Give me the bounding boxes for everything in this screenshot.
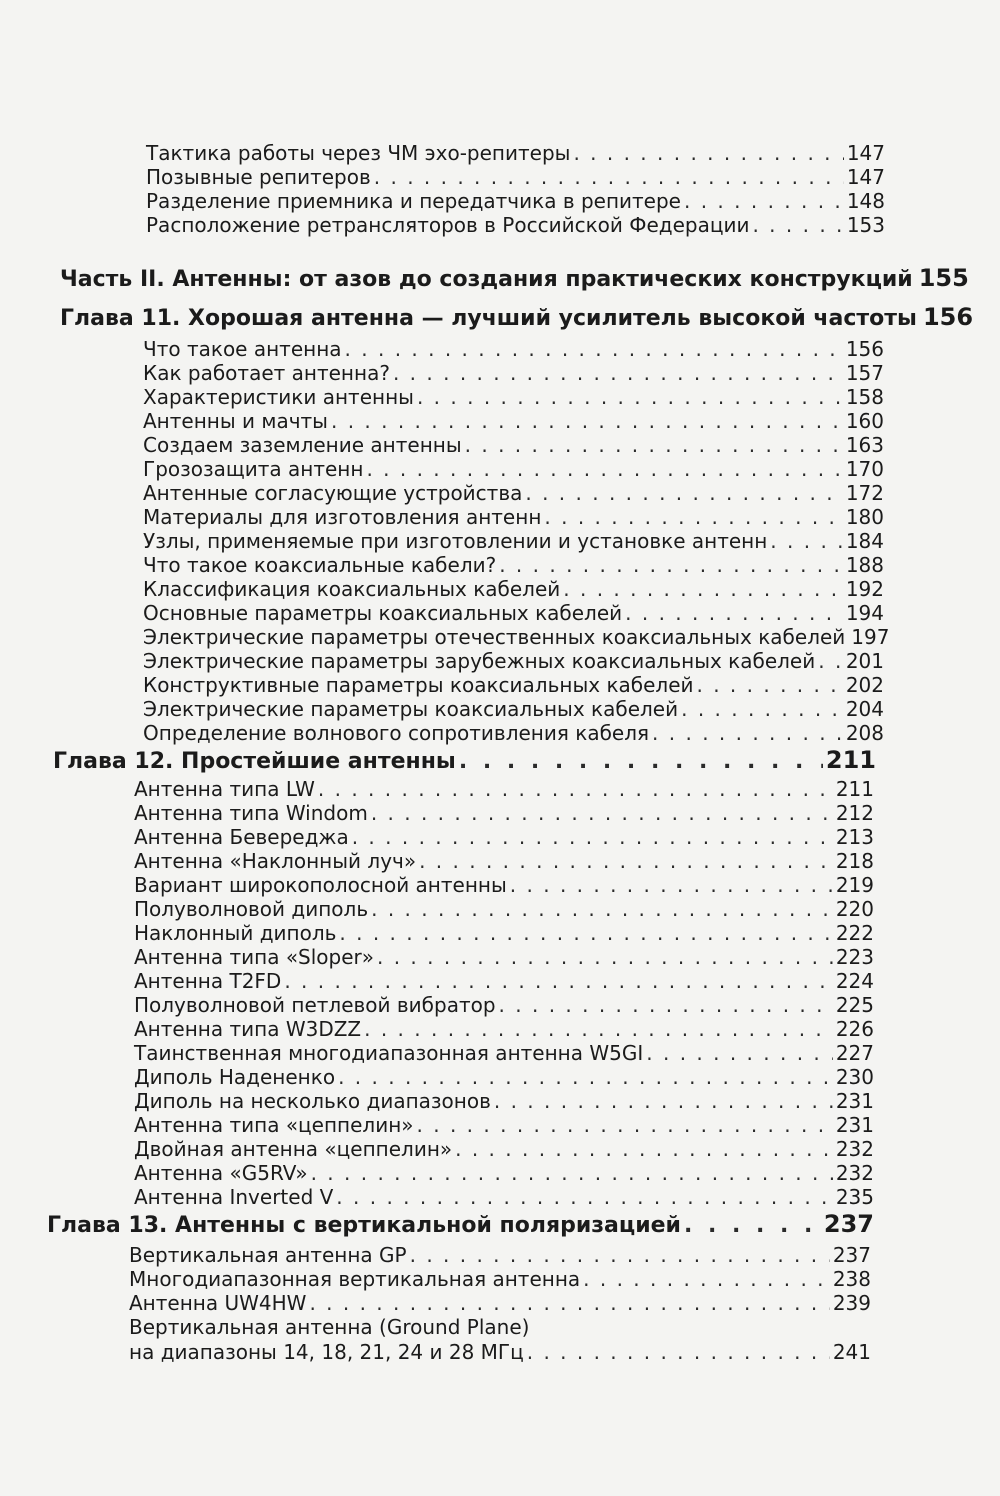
entry-page: 223 [835,945,874,969]
chapter-heading[interactable] [53,746,876,774]
entry-page: 231 [835,1089,874,1113]
leader-dots [311,1161,833,1185]
leader-dots [465,433,843,457]
toc-entry[interactable] [134,1137,874,1161]
toc-entry[interactable] [134,921,874,945]
entry-title: Разделение приемника и передатчика в репитере [146,189,681,213]
entry-title: Расположение ретрансляторов в Российской Федерации [146,213,750,237]
entry-page: 170 [845,457,884,481]
entry-title: Полуволновой петлевой вибратор [134,993,496,1017]
entry-page: 188 [845,553,884,577]
entry-title: Электрические параметры зарубежных коаксиальных кабелей [143,649,816,673]
entry-page: 157 [845,361,884,385]
entry-page: 153 [846,213,885,237]
heading-title: Глава 11. Хорошая антенна — лучший усилитель высокой частоты [60,306,917,331]
leader-dots [393,361,843,385]
leader-dots [419,849,833,873]
entry-page: 194 [845,601,884,625]
entry-title: Определение волнового сопротивления кабеля [143,721,650,745]
chapter-heading[interactable] [60,303,974,331]
toc-entry[interactable] [134,777,874,801]
entry-title: Антенна Inverted V [134,1185,334,1209]
entry-page: 158 [845,385,884,409]
toc-entry[interactable] [143,697,884,721]
entry-title: Диполь на несколько диапазонов [134,1089,491,1113]
toc-entry[interactable] [146,213,885,237]
leader-dots [697,673,843,697]
leader-dots [818,649,843,673]
entry-page: 225 [835,993,874,1017]
entry-page: 235 [835,1185,874,1209]
entry-page: 232 [835,1137,874,1161]
toc-entry[interactable] [134,1089,874,1113]
leader-dots [417,385,843,409]
toc-entry[interactable] [143,457,884,481]
entry-title: Электрические параметры отечественных коаксиальных кабелей [143,625,846,649]
entry-page: 238 [832,1267,871,1291]
leader-dots [345,337,843,361]
leader-dots [573,141,843,165]
entry-page: 220 [835,897,874,921]
entry-title: Наклонный диполь [134,921,337,945]
toc-entry[interactable] [134,1017,874,1041]
toc-entry[interactable] [134,1161,874,1185]
entry-title: Грозозащита антенн [143,457,364,481]
entry-page: 227 [835,1041,874,1065]
leader-dots [527,1340,830,1364]
leader-dots [499,993,833,1017]
entry-title: Антенна типа LW [134,777,315,801]
entry-title: Создаем заземление антенны [143,433,462,457]
entry-title-line1: Вертикальная антенна (Ground Plane) [129,1315,530,1339]
entry-title: Антенна T2FD [134,969,282,993]
toc-entry[interactable] [146,165,885,189]
entry-page: 148 [846,189,885,213]
leader-dots [681,697,843,721]
entry-page: 201 [845,649,884,673]
entry-title: Антенна типа «цеппелин» [134,1113,414,1137]
entry-page: 218 [835,849,874,873]
entry-title: Узлы, применяемые при изготовлении и установке антенн [143,529,768,553]
entry-page: 211 [835,777,874,801]
leader-dots [684,189,844,213]
heading-page: 155 [918,264,969,292]
part-heading[interactable] [60,264,969,292]
entry-title: Основные параметры коаксиальных кабелей [143,601,623,625]
entry-title: Вариант широкополосной антенны [134,873,507,897]
toc-entry[interactable] [129,1291,871,1315]
toc-entry[interactable] [143,385,884,409]
leader-dots [752,213,843,237]
heading-page: 237 [823,1210,874,1238]
heading-page: 156 [922,303,974,331]
leader-dots [331,409,843,433]
leader-dots [459,748,823,776]
toc-entry[interactable] [143,529,884,553]
entry-page: 224 [835,969,874,993]
entry-page: 239 [832,1291,871,1315]
entry-page: 147 [846,165,885,189]
toc-entry[interactable] [134,969,874,993]
leader-dots [625,601,843,625]
entry-page: 184 [845,529,884,553]
toc-entry[interactable] [134,801,874,825]
leader-dots [336,1185,833,1209]
toc-entry[interactable] [134,873,874,897]
entry-page: 197 [851,625,890,649]
leader-dots [366,457,842,481]
leader-dots [544,505,842,529]
chapter-heading[interactable] [47,1210,874,1238]
leader-dots [371,897,833,921]
heading-title: Глава 13. Антенны с вертикальной поляризацией [47,1213,681,1238]
entry-title: Тактика работы через ЧМ эхо-репитеры [146,141,571,165]
leader-dots [563,577,843,601]
entry-page: 180 [845,505,884,529]
leader-dots [410,1243,830,1267]
toc-entry[interactable] [134,1041,874,1065]
leader-dots [374,165,844,189]
toc-entry[interactable] [143,433,884,457]
entry-page: 212 [835,801,874,825]
toc-entry[interactable] [143,505,884,529]
leader-dots [455,1137,833,1161]
entry-title: Характеристики антенны [143,385,414,409]
entry-title: Классификация коаксиальных кабелей [143,577,561,601]
toc-entry[interactable] [134,1065,874,1089]
leader-dots [646,1041,833,1065]
entry-title: Двойная антенна «цеппелин» [134,1137,453,1161]
entry-title: Полуволновой диполь [134,897,369,921]
entry-title: Что такое коаксиальные кабели? [143,553,497,577]
leader-dots [309,1291,829,1315]
entry-page: 213 [835,825,874,849]
entry-title: Диполь Надененко [134,1065,336,1089]
leader-dots [338,1065,833,1089]
entry-page: 208 [845,721,884,745]
leader-dots [318,777,833,801]
entry-page: 241 [832,1340,871,1364]
entry-page: 232 [835,1161,874,1185]
toc-entry[interactable] [134,1185,874,1209]
entry-page: 202 [845,673,884,697]
toc-entry[interactable] [134,1113,874,1137]
entry-page: 230 [835,1065,874,1089]
entry-page: 219 [835,873,874,897]
toc-entry[interactable] [134,993,874,1017]
leader-dots [494,1089,833,1113]
entry-title: Материалы для изготовления антенн [143,505,542,529]
leader-dots [339,921,832,945]
toc-entry[interactable] [129,1340,871,1364]
toc-entry[interactable] [129,1267,871,1291]
toc-entry[interactable] [143,337,884,361]
entry-page: 192 [845,577,884,601]
toc-entry[interactable] [146,189,885,213]
toc-entry[interactable] [143,361,884,385]
toc-entry[interactable] [134,945,874,969]
toc-entry[interactable] [143,721,884,745]
toc-entry[interactable] [146,141,885,165]
leader-dots [510,873,833,897]
toc-entry[interactable] [129,1243,871,1267]
heading-title: Часть II. Антенны: от азов до создания практических конструкций [60,267,913,292]
entry-title-line2: на диапазоны 14, 18, 21, 24 и 28 МГц [129,1340,524,1364]
entry-title: Антенные согласующие устройства [143,481,523,505]
entry-title: Многодиапазонная вертикальная антенна [129,1267,581,1291]
toc-entry[interactable] [143,577,884,601]
leader-dots [499,553,843,577]
entry-title: Таинственная многодиапазонная антенна W5GI [134,1041,644,1065]
toc-entry[interactable] [134,849,874,873]
entry-title: Вертикальная антенна GP [129,1243,407,1267]
entry-title: Антенна типа «Sloper» [134,945,374,969]
entry-page: 147 [846,141,885,165]
toc-entry[interactable] [143,601,884,625]
entry-page: 231 [835,1113,874,1137]
entry-title: Что такое антенна [143,337,342,361]
leader-dots [371,801,833,825]
toc-entry[interactable] [143,673,884,697]
heading-title: Глава 12. Простейшие антенны [53,749,456,774]
leader-dots [583,1267,830,1291]
entry-title: Антенна типа W3DZZ [134,1017,362,1041]
entry-title: Антенна «G5RV» [134,1161,308,1185]
toc-entry[interactable] [143,625,890,649]
entry-title: Позывные репитеров [146,165,371,189]
entry-page: 156 [845,337,884,361]
leader-dots [364,1017,833,1041]
entry-page: 160 [845,409,884,433]
entry-page: 163 [845,433,884,457]
entry-page: 222 [835,921,874,945]
entry-title: Антенны и мачты [143,409,328,433]
leader-dots [352,825,833,849]
toc-entry[interactable] [143,409,884,433]
entry-page: 172 [845,481,884,505]
entry-page: 226 [835,1017,874,1041]
entry-title: Антенна «Наклонный луч» [134,849,417,873]
entry-title: Конструктивные параметры коаксиальных кабелей [143,673,694,697]
entry-title: Как работает антенна? [143,361,390,385]
entry-page: 204 [845,697,884,721]
entry-title: Антенна UW4HW [129,1291,307,1315]
toc-entry[interactable] [134,897,874,921]
leader-dots [284,969,832,993]
entry-page: 237 [832,1243,871,1267]
leader-dots [377,945,833,969]
entry-title: Антенна типа Windom [134,801,368,825]
entry-title: Антенна Бевереджа [134,825,349,849]
heading-page: 211 [825,746,876,774]
toc-entry[interactable] [143,649,884,673]
entry-title: Электрические параметры коаксиальных кабелей [143,697,679,721]
leader-dots [684,1212,821,1240]
toc-entry[interactable] [134,825,874,849]
toc-entry[interactable] [143,481,884,505]
leader-dots [652,721,843,745]
leader-dots [525,481,842,505]
leader-dots [770,529,843,553]
toc-entry[interactable] [143,553,884,577]
leader-dots [417,1113,833,1137]
